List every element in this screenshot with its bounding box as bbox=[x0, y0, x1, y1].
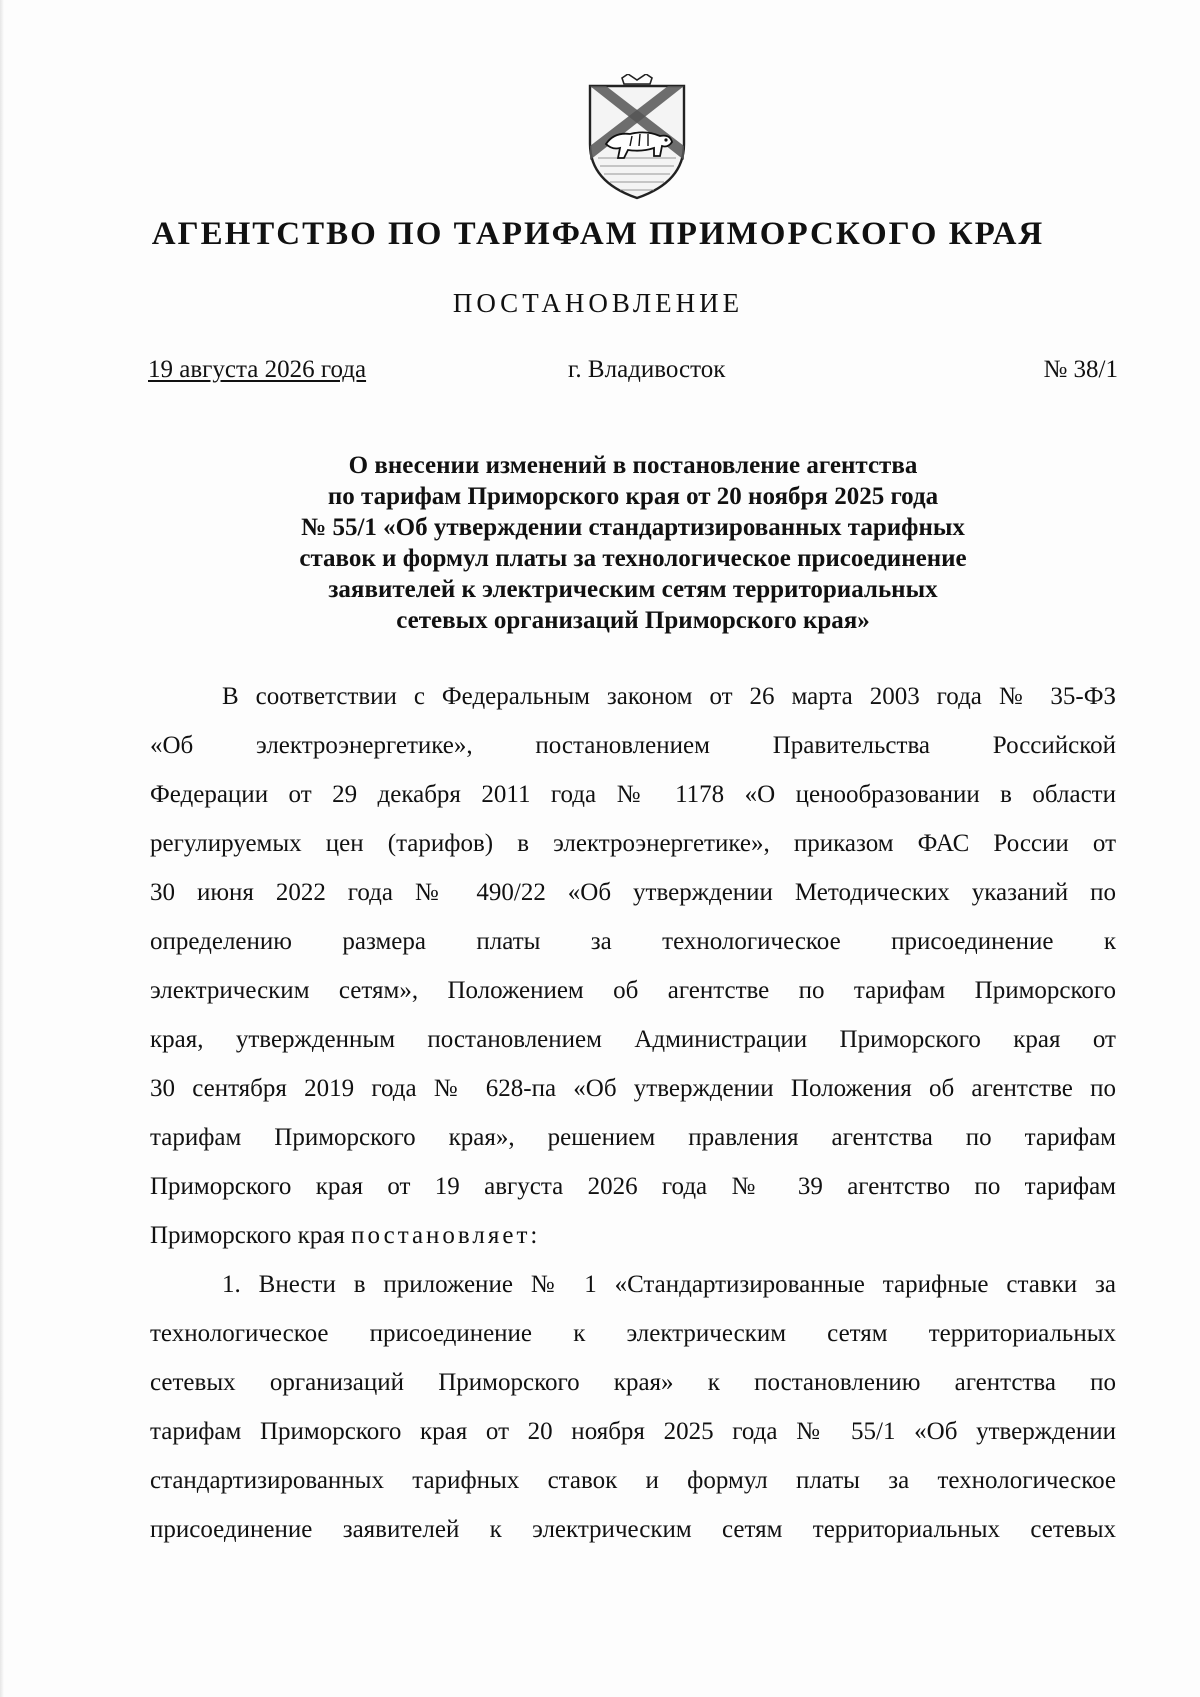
body-line-last bbox=[150, 1211, 1116, 1260]
body-line: 1. Внести в приложение № 1 «Стандартизированные тарифные ставки за bbox=[222, 1271, 1116, 1298]
agency-name: АГЕНТСТВО ПО ТАРИФАМ ПРИМОРСКОГО КРАЯ bbox=[151, 216, 1045, 252]
title-line: ставок и формул платы за технологическое присоединение bbox=[299, 545, 967, 572]
document-date: 19 августа 2026 года bbox=[148, 356, 367, 383]
body-line: 30 сентября 2019 года № 628-па «Об утверждении Положения об агентстве по bbox=[150, 1075, 1116, 1102]
document-body bbox=[150, 672, 1116, 1554]
body-line: регулируемых цен (тарифов) в электроэнергетике», приказом ФАС России от bbox=[150, 830, 1116, 857]
scan-edge bbox=[0, 0, 4, 1697]
title-line: сетевых организаций Приморского края» bbox=[396, 607, 870, 634]
body-line: Федерации от 29 декабря 2011 года № 1178 «О ценообразовании в области bbox=[150, 781, 1116, 808]
body-line: определению размера платы за технологическое присоединение к bbox=[150, 928, 1116, 955]
body-line: «Об электроэнергетике», постановлением Правительства Российской bbox=[150, 732, 1116, 759]
body-line: электрическим сетям», Положением об агентстве по тарифам Приморского bbox=[150, 977, 1116, 1004]
resolution-keyword: постановляет: bbox=[351, 1222, 541, 1249]
body-line: сетевых организаций Приморского края» к постановлению агентства по bbox=[150, 1369, 1116, 1396]
body-line: тарифам Приморского края от 20 ноября 2025 года № 55/1 «Об утверждении bbox=[150, 1418, 1116, 1445]
title-line: заявителей к электрическим сетям территориальных bbox=[328, 576, 938, 603]
document-number: № 38/1 bbox=[1043, 356, 1118, 383]
title-line: по тарифам Приморского края от 20 ноября 2025 года bbox=[327, 483, 939, 510]
coat-of-arms-icon bbox=[584, 74, 690, 202]
body-text-fragment: Приморского края bbox=[150, 1222, 352, 1249]
body-line: В соответствии с Федеральным законом от 26 марта 2003 года № 35-ФЗ bbox=[222, 683, 1116, 710]
body-line: 30 июня 2022 года № 490/22 «Об утверждении Методических указаний по bbox=[150, 879, 1116, 906]
document-meta bbox=[148, 356, 1118, 390]
document-type: ПОСТАНОВЛЕНИЕ bbox=[452, 288, 744, 318]
body-line: края, утвержденным постановлением Администрации Приморского края от bbox=[150, 1026, 1116, 1053]
document-title bbox=[150, 450, 1116, 636]
body-line: присоединение заявителей к электрическим сетям территориальных сетевых bbox=[150, 1516, 1116, 1543]
body-line: Приморского края от 19 августа 2026 года № 39 агентство по тарифам bbox=[150, 1173, 1116, 1200]
body-line: стандартизированных тарифных ставок и формул платы за технологическое bbox=[150, 1467, 1116, 1494]
title-line: О внесении изменений в постановление агентства bbox=[348, 452, 918, 479]
body-line: тарифам Приморского края», решением правления агентства по тарифам bbox=[150, 1124, 1116, 1151]
body-line: технологическое присоединение к электрическим сетям территориальных bbox=[150, 1320, 1116, 1347]
document-city: г. Владивосток bbox=[568, 356, 726, 383]
title-line: № 55/1 «Об утверждении стандартизированных тарифных bbox=[301, 514, 965, 541]
